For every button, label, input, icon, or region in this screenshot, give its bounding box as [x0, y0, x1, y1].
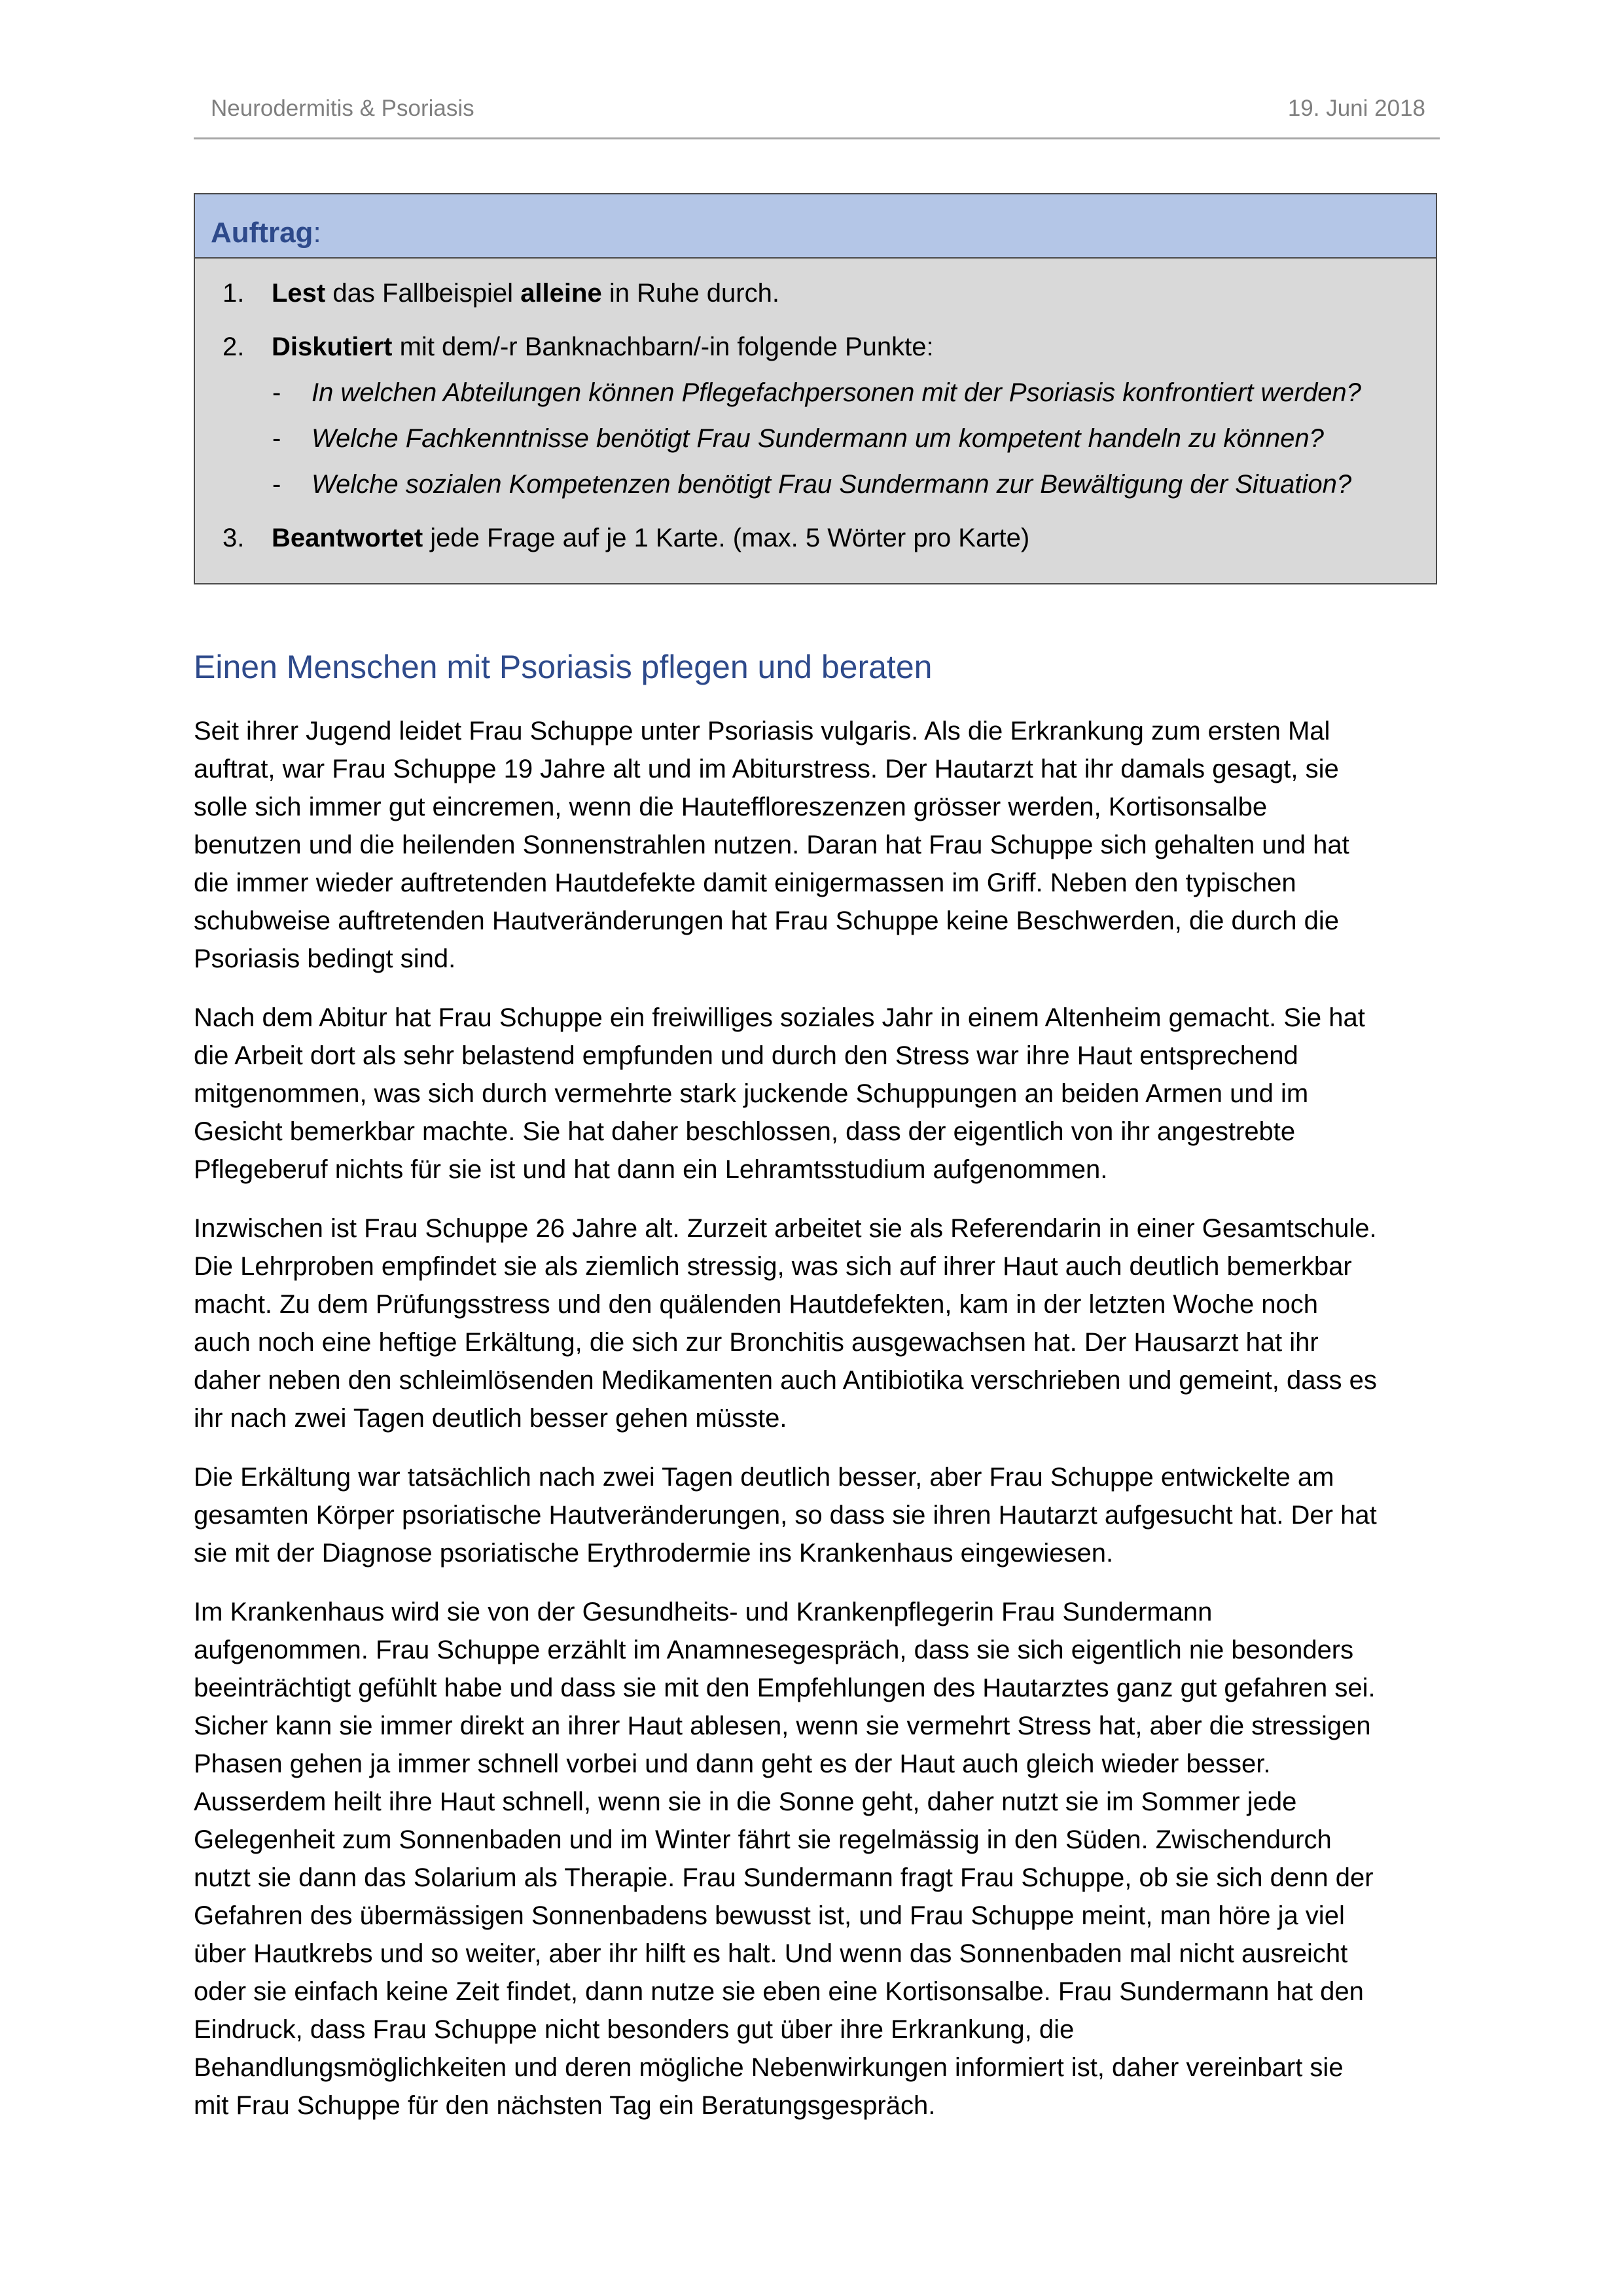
text-line: schubweise auftretenden Hautveränderungen hat Frau Schuppe keine Beschwerden, die durch die [194, 906, 1340, 935]
paragraph-1 [194, 712, 1437, 978]
text-line: Pflegeberuf nichts für sie ist und hat dann ein Lehramtsstudium aufgenommen. [194, 1155, 1108, 1184]
text-line: beeinträchtigt gefühlt habe und dass sie mit den Empfehlungen des Hautarztes ganz gut gefahren sei. [194, 1674, 1376, 1702]
text-line: benutzen und die heilenden Sonnenstrahlen nutzen. Daran hat Frau Schuppe sich gehalten und hat [194, 831, 1349, 859]
text-line: nutzt sie dann das Solarium als Therapie. Frau Sundermann fragt Frau Schuppe, ob sie sich denn der [194, 1863, 1374, 1892]
text-line: daher neben den schleimlösenden Medikamenten auch Antibiotika verschrieben und gemeint, dass es [194, 1366, 1377, 1395]
text-line: die Arbeit dort als sehr belastend empfunden und durch den Stress war ihre Haut entsprechend [194, 1041, 1298, 1070]
text-line: Gefahren des übermässigen Sonnenbadens bewusst ist, und Frau Schuppe meint, man höre ja viel [194, 1901, 1345, 1930]
task-text: Beantwortet jede Frage auf je 1 Karte. (max. 5 Wörter pro Karte) [272, 524, 1030, 552]
page-header [194, 96, 1440, 139]
text-line: aufgenommen. Frau Schuppe erzählt im Anamnesegespräch, dass sie sich eigentlich nie besonders [194, 1636, 1354, 1664]
text-line: auch noch eine heftige Erkältung, die sich zur Bronchitis ausgewachsen hat. Der Hausarzt hat ihr [194, 1328, 1319, 1357]
text-line: Sicher kann sie immer direkt an ihrer Haut ablesen, wenn sie vermehrt Stress hat, aber die stressigen [194, 1712, 1371, 1740]
text-line: Inzwischen ist Frau Schuppe 26 Jahre alt. Zurzeit arbeitet sie als Referendarin in einer Gesamtschule. [194, 1214, 1377, 1243]
paragraph-4 [194, 1458, 1437, 1572]
text-line: Die Erkältung war tatsächlich nach zwei Tagen deutlich besser, aber Frau Schuppe entwickelte am [194, 1463, 1334, 1492]
text-line: Psoriasis bedingt sind. [194, 944, 456, 973]
header-title: Neurodermitis & Psoriasis [211, 96, 474, 121]
text-line: Gelegenheit zum Sonnenbaden und im Winter fährt sie regelmässig in den Süden. Zwischendurch [194, 1825, 1332, 1854]
text-line: Eindruck, dass Frau Schuppe nicht besonders gut über ihre Erkrankung, die [194, 2015, 1075, 2044]
header-date: 19. Juni 2018 [1287, 96, 1425, 121]
text-line: oder sie einfach keine Zeit findet, dann nutze sie eben eine Kortisonsalbe. Frau Sundermann hat den [194, 1977, 1364, 2006]
text-line: ihr nach zwei Tagen deutlich besser gehen müsste. [194, 1404, 787, 1433]
paragraph-2 [194, 999, 1437, 1189]
text-line: Seit ihrer Jugend leidet Frau Schuppe unter Psoriasis vulgaris. Als die Erkrankung zum ersten Mal [194, 717, 1330, 745]
task-number: 2. [223, 332, 245, 361]
text-line: über Hautkrebs und so weiter, aber ihr hilft es halt. Und wenn das Sonnenbaden mal nicht ausreicht [194, 1939, 1348, 1968]
task-number: 3. [223, 524, 245, 552]
text-line: Phasen gehen ja immer schnell vorbei und dann geht es der Haut auch gleich wieder besser. [194, 1749, 1271, 1778]
text-line: Nach dem Abitur hat Frau Schuppe ein freiwilliges soziales Jahr in einem Altenheim gemacht. Sie hat [194, 1003, 1365, 1032]
text-line: Behandlungsmöglichkeiten und deren mögliche Nebenwirkungen informiert ist, daher vereinbart sie [194, 2053, 1344, 2082]
task-text: Diskutiert mit dem/-r Banknachbarn/-in folgende Punkte: [272, 332, 934, 361]
text-line: Ausserdem heilt ihre Haut schnell, wenn sie in die Sonne geht, daher nutzt sie im Sommer jede [194, 1787, 1297, 1816]
text-line: mitgenommen, was sich durch vermehrte stark juckende Schuppungen an beiden Armen und im [194, 1079, 1309, 1108]
text-line: solle sich immer gut eincremen, wenn die Hauteffloreszenzen grösser werden, Kortisonsalbe [194, 793, 1268, 821]
text-line: gesamten Körper psoriatische Hautveränderungen, so dass sie ihren Hautarzt aufgesucht hat. Der hat [194, 1501, 1377, 1530]
text-line: sie mit der Diagnose psoriatische Erythrodermie ins Krankenhaus eingewiesen. [194, 1539, 1114, 1568]
section-heading: Einen Menschen mit Psoriasis pflegen und beraten [194, 649, 933, 685]
paragraph-3 [194, 1210, 1437, 1437]
text-line: Die Lehrproben empfindet sie als ziemlich stressig, was sich auf ihrer Haut auch deutlich bemerkbar [194, 1252, 1352, 1281]
task-title: Auftrag: [211, 217, 321, 249]
task-title-bar [195, 194, 1436, 259]
text-line: auftrat, war Frau Schuppe 19 Jahre alt und im Abiturstress. Der Hautarzt hat ihr damals gesagt, sie [194, 755, 1339, 783]
task-text: Lest das Fallbeispiel alleine in Ruhe durch. [272, 279, 779, 308]
task-number: 1. [223, 279, 245, 308]
text-line: macht. Zu dem Prüfungsstress und den quälenden Hautdefekten, kam in der letzten Woche noch [194, 1290, 1319, 1319]
text-line: mit Frau Schuppe für den nächsten Tag ein Beratungsgespräch. [194, 2091, 936, 2120]
task-box: Auftrag: 1. Lest das Fallbeispiel alleine in Ruhe durch. 2. Diskutiert mit dem/-r Banknachbarn/-in folgende Punkte: - In welchen Abteilungen können Pflegefachpersonen mit der Psoriasis konfrontiert werden? - Welche Fachkenntnisse benötigt Frau Sundermann um kompetent handeln zu können? - Welche sozialen Kompetenzen benötigt Frau Sundermann zur Bewältigung der Situation? 3. Beantwortet jede Frage auf je 1 Karte. (max. 5 Wörter pro Karte) [194, 193, 1437, 584]
text-line: Gesicht bemerkbar machte. Sie hat daher beschlossen, dass der eigentlich von ihr angestrebte [194, 1117, 1296, 1146]
text-line: die immer wieder auftretenden Hautdefekte damit einigermassen im Griff. Neben den typischen [194, 869, 1296, 897]
text-line: Im Krankenhaus wird sie von der Gesundheits- und Krankenpflegerin Frau Sundermann [194, 1598, 1213, 1626]
paragraph-5 [194, 1593, 1437, 2125]
